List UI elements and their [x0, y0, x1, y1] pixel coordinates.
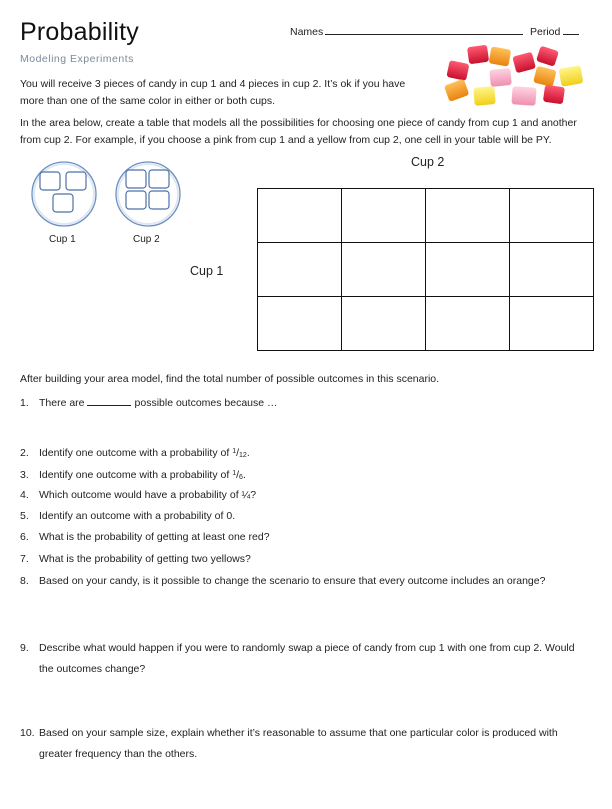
- table-row: [258, 243, 594, 297]
- candy-orange: [533, 66, 557, 87]
- candy-red: [543, 85, 565, 105]
- table-row: [258, 297, 594, 351]
- page-title: Probability: [20, 18, 139, 46]
- question-2: 2. Identify one outcome with a probability of $^1$/12.: [20, 447, 250, 459]
- table-cell[interactable]: [426, 243, 510, 297]
- cup-1-label: Cup 1: [49, 234, 76, 245]
- table-cell[interactable]: [342, 297, 426, 351]
- period-field[interactable]: [530, 23, 579, 38]
- table-cell[interactable]: [258, 243, 342, 297]
- table-cell[interactable]: [426, 297, 510, 351]
- area-model-table: [257, 188, 594, 351]
- question-4: 4. Which outcome would have a probability of ¼?: [20, 489, 257, 501]
- names-field[interactable]: [290, 23, 523, 38]
- candy-red: [512, 52, 536, 74]
- cup-1-icon: [32, 162, 96, 226]
- table-cell[interactable]: [342, 243, 426, 297]
- answer-blank[interactable]: [87, 395, 131, 406]
- candy-orange: [444, 79, 470, 102]
- names-label: Names: [290, 26, 324, 38]
- candy-yellow: [473, 86, 495, 106]
- period-label: Period: [530, 26, 561, 38]
- question-10: 10. Based on your sample size, explain whether it’s reasonable to assume that one particular color is produced with greater frequency than the others.: [20, 727, 558, 760]
- cup-2-icon: [116, 162, 180, 226]
- table-cell[interactable]: [426, 189, 510, 243]
- table-cell[interactable]: [510, 243, 594, 297]
- table-row-header: Cup 1: [190, 264, 224, 278]
- candy-red: [467, 45, 489, 65]
- question-1: 1. There are possible outcomes because …: [20, 397, 278, 409]
- table-cell[interactable]: [510, 189, 594, 243]
- question-8: 8. Based on your candy, is it possible to change the scenario to ensure that every outcome includes an orange?: [20, 575, 546, 587]
- table-row: [258, 189, 594, 243]
- table-cell[interactable]: [342, 189, 426, 243]
- candy-orange: [489, 46, 512, 66]
- table-cell[interactable]: [510, 297, 594, 351]
- question-5: 5. Identify an outcome with a probability of 0.: [20, 510, 236, 522]
- question-9: 9. Describe what would happen if you were to randomly swap a piece of candy from cup 1 with one from cup 2. Would the outcomes change?: [20, 642, 575, 675]
- intro-text: You will receive 3 pieces of candy in cup 1 and 4 pieces in cup 2. It’s ok if you have more than one of the same color in either or both cups.: [20, 78, 406, 107]
- candy-red: [536, 46, 559, 67]
- candy-pile-image: [440, 42, 590, 112]
- candy-red: [446, 60, 469, 81]
- question-6: 6. What is the probability of getting at least one red?: [20, 531, 270, 543]
- table-column-header: Cup 2: [411, 155, 445, 169]
- names-blank[interactable]: [325, 23, 523, 35]
- candy-pink: [489, 68, 512, 87]
- cup-2-label: Cup 2: [133, 234, 160, 245]
- period-blank[interactable]: [563, 23, 579, 35]
- table-cell[interactable]: [258, 189, 342, 243]
- question-3: 3. Identify one outcome with a probability of $^1$/6.: [20, 469, 246, 481]
- table-cell[interactable]: [258, 297, 342, 351]
- candy-yellow: [559, 65, 584, 87]
- instructions-text: In the area below, create a table that models all the possibilities for choosing one piece of candy from cup 1 and another from cup 2. For example, if you choose a pink from cup 1 and a yellow from cup 2, one cell in your table will be PY.: [20, 117, 577, 146]
- page-subtitle: Modeling Experiments: [20, 53, 134, 65]
- cups-diagram: [28, 156, 188, 238]
- question-7: 7. What is the probability of getting two yellows?: [20, 553, 251, 565]
- questions-lead: After building your area model, find the total number of possible outcomes in this scenario.: [20, 373, 440, 385]
- candy-pink: [511, 86, 536, 106]
